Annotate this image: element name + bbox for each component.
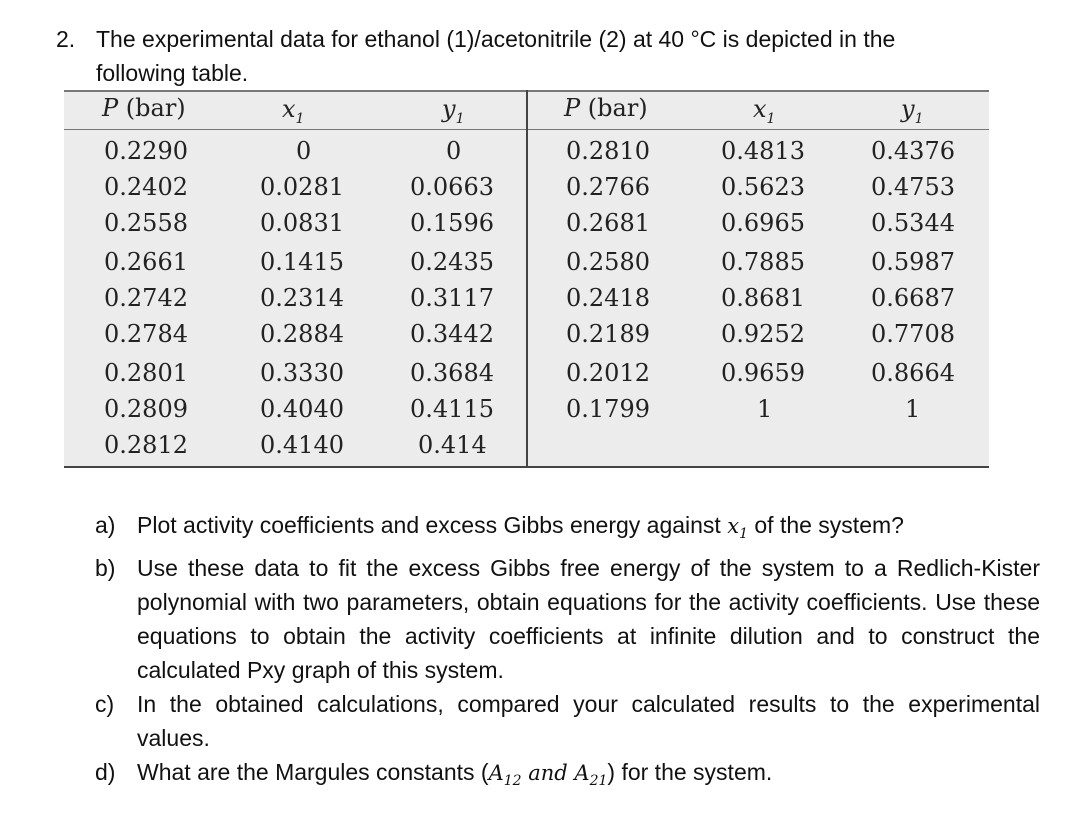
table-cell: 0.8664	[871, 359, 955, 387]
table-cell: 1	[757, 395, 773, 423]
question-label: c)	[95, 691, 115, 718]
question-text: Use these data to fit the excess Gibbs free energy of the system to a Redlich-Kister polynomial with two parameters, obtain equations for the activity coefficients. Use these equations to obtain the activity coefficients at infinite dilution and to construct the calculated Pxy graph of this system.	[137, 555, 1040, 684]
problem-text-line1: The experimental data for ethanol (1)/acetonitrile (2) at 40 °C is depicted in the	[96, 26, 896, 52]
table-cell: 0.9659	[721, 359, 805, 387]
header-pressure-left: P (bar)	[102, 94, 186, 122]
table-cell: 0.3117	[410, 284, 494, 312]
question-text: Plot activity coefficients and excess Gibbs energy against	[137, 512, 728, 538]
table-cell: 0.4753	[871, 173, 955, 201]
table-cell: 0.3684	[410, 359, 494, 387]
table-cell: 1	[905, 395, 921, 423]
table-cell: 0.8681	[721, 284, 805, 312]
table-cell: 0.5623	[721, 173, 805, 201]
question-a	[95, 508, 1040, 551]
table-cell: 0.9252	[721, 320, 805, 348]
problem-text-line2: following table.	[96, 60, 249, 86]
table-center-divider	[526, 90, 528, 468]
table-cell: 0.2189	[566, 320, 650, 348]
table-cell: 0.2766	[566, 173, 650, 201]
question-text: of the system?	[747, 512, 904, 538]
table-cell: 0.2784	[104, 320, 188, 348]
table-cell: 0.1415	[260, 248, 344, 276]
table-cell: 0.2580	[566, 248, 650, 276]
table-cell: 0.2314	[260, 284, 344, 312]
table-cell: 0.7885	[721, 248, 805, 276]
table-cell: 0.4813	[721, 137, 805, 165]
header-unit: (bar)	[125, 94, 186, 122]
data-table	[64, 90, 989, 468]
table-cell: 0.2402	[104, 173, 188, 201]
question-label: d)	[95, 759, 116, 786]
table-cell: 0.2812	[104, 431, 188, 459]
table-cell: 0.7708	[871, 320, 955, 348]
question-list	[95, 508, 1040, 798]
table-cell: 0.2012	[566, 359, 650, 387]
table-cell: 0.2681	[566, 209, 650, 237]
table-cell: 0.414	[418, 431, 487, 459]
table-cell: 0.0663	[410, 173, 494, 201]
header-y1-right: $y_1$	[901, 95, 924, 127]
table-cell: 0.5344	[871, 209, 955, 237]
question-text: ) for the system.	[607, 759, 773, 786]
table-cell: 0.0281	[260, 173, 344, 201]
question-c	[95, 687, 1040, 755]
table-cell: 0.1799	[566, 395, 650, 423]
question-b	[95, 551, 1040, 687]
header-unit: (bar)	[587, 94, 648, 122]
table-cell: 0.3330	[260, 359, 344, 387]
table-cell: 0.2661	[104, 248, 188, 276]
question-text: What are the Margules constants (	[137, 759, 489, 786]
question-text: In the obtained calculations, compared your calculated results to the experimental values.	[137, 691, 1040, 752]
table-cell: 0.6965	[721, 209, 805, 237]
table-cell: 0.2884	[260, 320, 344, 348]
header-y1-left: $y_1$	[442, 95, 465, 127]
table-cell: 0.3442	[410, 320, 494, 348]
header-x1-left: $x_1$	[282, 95, 305, 127]
question-label: a)	[95, 512, 116, 538]
table-cell: 0.2558	[104, 209, 188, 237]
question-label: b)	[95, 555, 116, 582]
table-cell: 0.2290	[104, 137, 188, 165]
table-cell: 0	[446, 137, 462, 165]
table-cell: 0.2810	[566, 137, 650, 165]
table-cell: 0.1596	[410, 209, 494, 237]
question-d	[95, 755, 1040, 798]
math-a12: $A_{12}$ and $A_{21}$	[488, 761, 608, 790]
table-cell: 0.4115	[410, 395, 494, 423]
table-cell: 0.0831	[260, 209, 344, 237]
table-cell: 0.4040	[260, 395, 344, 423]
header-pressure-right: P (bar)	[564, 94, 648, 122]
table-cell: 0.2435	[410, 248, 494, 276]
table-cell: 0.4140	[260, 431, 344, 459]
table-cell: 0.2418	[566, 284, 650, 312]
problem-statement	[56, 22, 1046, 90]
header-x1-right: $x_1$	[753, 95, 776, 127]
table-cell: 0	[296, 137, 312, 165]
table-cell: 0.4376	[871, 137, 955, 165]
table-cell: 0.2742	[104, 284, 188, 312]
table-cell: 0.2809	[104, 395, 188, 423]
table-cell: 0.6687	[871, 284, 955, 312]
problem-number: 2.	[56, 26, 76, 52]
table-cell: 0.5987	[871, 248, 955, 276]
table-cell: 0.2801	[104, 359, 188, 387]
math-x1: $x_1$	[727, 514, 748, 543]
